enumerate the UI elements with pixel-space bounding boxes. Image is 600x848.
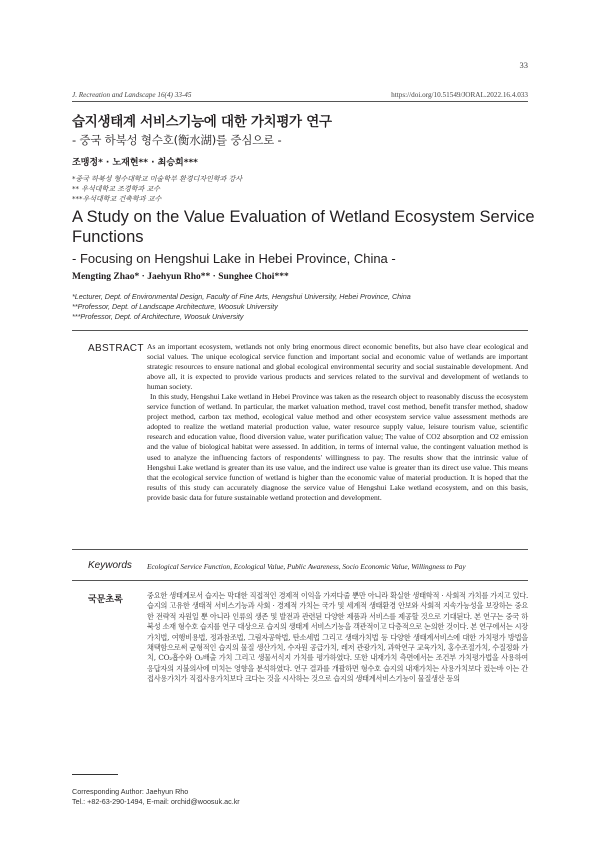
keywords-text: Ecological Service Function, Ecological Value, Public Awareness, Socio Economic Value, Willingness to Pay	[147, 562, 466, 571]
journal-citation: J. Recreation and Landscape 16(4) 33-45	[72, 91, 192, 99]
english-subtitle: - Focusing on Hengshui Lake in Hebei Province, China -	[72, 251, 396, 266]
keywords-label: Keywords	[88, 560, 132, 571]
english-affiliation-1: *Lecturer, Dept. of Environmental Design, Faculty of Fine Arts, Hengshui University, Hebei Province, China	[72, 292, 411, 301]
abstract-paragraph-1: As an important ecosystem, wetlands not only bring enormous direct economic benefits, but also have clear ecological and social values. The unique ecological service function and important social and economic value of wetlands are important strategic resources to ensure national and global ecological environmental security and social sustainable development. And above all, it is expected to provide various products and services related to the survival and development of wetlands to human society.	[147, 342, 528, 392]
english-authors: Mengting Zhao* · Jaehyun Rho** · Sunghee Choi***	[72, 272, 289, 282]
korean-affiliation-1: *중국 하북성 형수대학교 미술학부 환경디자인학과 강사	[72, 175, 243, 183]
korean-affiliation-2: ** 우석대학교 조경학과 교수	[72, 185, 161, 193]
english-affiliation-3: ***Professor, Dept. of Architecture, Woosuk University	[72, 312, 244, 321]
korean-affiliation-3: ***우석대학교 건축학과 교수	[72, 195, 162, 203]
doi-link[interactable]: https://doi.org/10.51549/JORAL.2022.16.4.033	[391, 91, 528, 99]
english-title: A Study on the Value Evaluation of Wetland Ecosystem Service Functions	[72, 208, 535, 246]
author-contact[interactable]: Tel.: +82-63-290-1494, E-mail: orchid@woosuk.ac.kr	[72, 797, 240, 806]
abstract-paragraph-2: In this study, Hengshui Lake wetland in Hebei Province was taken as the research object to reasonably discuss the ecosystem service function of wetland. In particular, the market valuation method, travel cost method, benefit transfer method, shadow project method, carbon tax method, ecological value method and other ecosystem service value assessment methods are adopted to realize the wetland material production value, water resource supply value, leisure tourism value, scientific research and education value, flood diversion value, water purification value; The value of CO2 absorption and O2 emission and the value of biological habitat were assessed. In addition, in terms of internal value, the contingent valuation method is used to analyze the influencing factors of respondents' willingness to pay. The results show that the intrinsic value of Hengshui Lake wetland is greater than its use value, and the indirect use value is greater than its direct use value. This means that the ecological service function of wetland is higher than the economic value of material production. It is hoped that the results of this study can accurately diagnose the service value of Hengshui Lake wetland ecosystem, and on this basis, provide basic data for future sustainable wetland protection and development.	[147, 392, 528, 502]
keywords-bottom-rule	[72, 580, 528, 581]
keywords-top-rule	[72, 549, 528, 550]
korean-abstract-label: 국문초록	[88, 595, 123, 605]
abstract-top-rule	[72, 330, 528, 331]
header-rule	[72, 101, 528, 102]
footnote-rule	[72, 774, 118, 775]
korean-abstract-paragraph: 중요한 생태계로서 습지는 막대한 직접적인 경제적 이익을 가져다줄 뿐만 아니라 확실한 생태학적 · 사회적 가치를 가지고 있다. 습지의 고유한 생태적 서비스기능과 사회 · 경제적 가치는 국가 및 세계적 생태환경 안보와 사회적 지속가능성을 보장하는 중요한 전략적 자원일 뿐 아니라 인류의 생존 및 발전과 관련된 다양한 제품과 서비스를 제공할 것으로 기대된다. 본 연구는 중국 하북성 소재 형수호 습지를 연구 대상으로 습지의 생태계 서비스기능을 객관적이고 다층적으로 논의한 것이다. 본 연구에서는 시장가치법, 여행비용법, 정과참조법, 그림자공학법, 탄소세법 그리고 생태가치법 등 다양한 생태계서비스에 대한 가치평가 방법을 채택함으로써 균형적인 습지의 물질 생산가치, 수자원 공급가치, 레저 관광가치, 과학연구 교육가치, 홍수조절가치, 수질정화 가치, CO₂흡수와 O₂배출 가치 그리고 생물서식지 가치를 평가하였다. 또한 내재가치 측면에서는 조건부 가치평가법을 사용하여 응답자의 지불의사에 미치는 영향을 분석하였다. 연구 결과를 개괄하면 형수호 습지의 내재가치는 사용가치보다 컸는바 이는 간접사용가치가 직접사용가치보다 크다는 것을 시사하는 것으로 습지의 생태계서비스기능이 물질생산 등의	[147, 591, 528, 684]
korean-title: 습지생태계 서비스기능에 대한 가치평가 연구	[72, 114, 332, 130]
korean-abstract-body	[147, 591, 528, 685]
korean-authors: 조맹정* · 노재현** · 최승희***	[72, 158, 198, 168]
english-affiliation-2: **Professor, Dept. of Landscape Architecture, Woosuk University	[72, 302, 278, 311]
abstract-label: ABSTRACT	[88, 343, 144, 354]
footnote	[72, 787, 240, 807]
corresponding-author: Corresponding Author: Jaehyun Rho	[72, 787, 189, 796]
korean-subtitle: - 중국 하북성 형수호(衡水湖)를 중심으로 -	[72, 133, 282, 147]
abstract-body	[147, 342, 528, 503]
page-number: 33	[519, 60, 528, 70]
